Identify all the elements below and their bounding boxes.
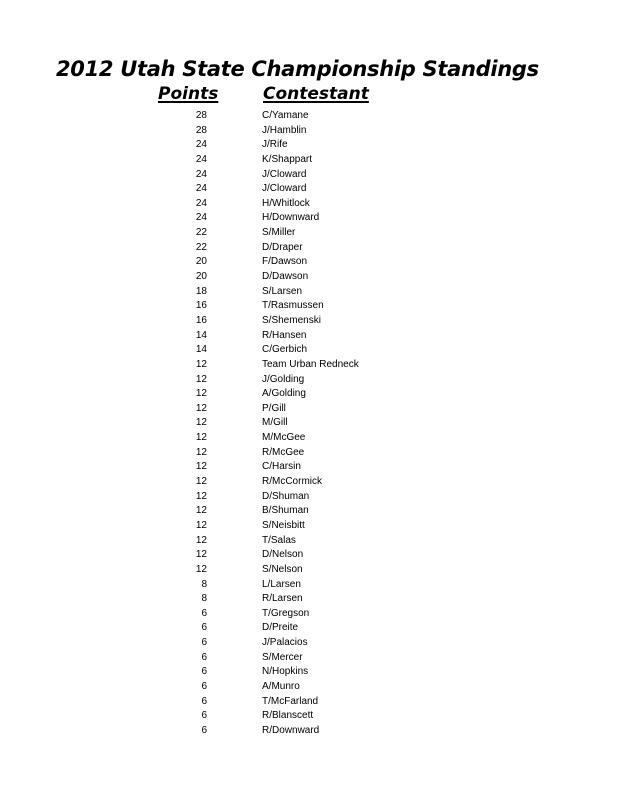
contestant-name: Team Urban Redneck xyxy=(262,358,359,370)
contestant-name: A/Golding xyxy=(262,388,306,400)
contestant-name: K/Shappart xyxy=(262,153,313,165)
points-value: 6 xyxy=(201,695,207,707)
points-value: 6 xyxy=(201,637,207,649)
standings-list xyxy=(0,109,618,739)
standings-row xyxy=(0,138,618,153)
points-value: 8 xyxy=(201,593,207,605)
standings-row xyxy=(0,255,618,270)
points-value: 8 xyxy=(201,578,207,590)
standings-row xyxy=(0,504,618,519)
contestant-name: R/McGee xyxy=(262,446,305,458)
contestant-name: J/Cloward xyxy=(262,183,307,195)
points-value: 28 xyxy=(195,110,207,121)
points-value: 16 xyxy=(195,314,207,326)
contestant-name: S/Miller xyxy=(262,227,296,239)
contestant-name: D/Preite xyxy=(262,622,299,634)
points-value: 12 xyxy=(195,402,207,414)
standings-row xyxy=(0,270,618,285)
standings-row xyxy=(0,285,618,300)
contestant-name: R/Blanscett xyxy=(262,710,314,722)
points-value: 22 xyxy=(195,227,207,239)
points-value: 6 xyxy=(201,724,207,736)
contestant-name: A/Munro xyxy=(262,680,300,692)
standings-row xyxy=(0,475,618,490)
contestant-name: S/Nelson xyxy=(262,563,303,575)
standings-row xyxy=(0,197,618,212)
points-value: 12 xyxy=(195,461,207,473)
standings-row xyxy=(0,373,618,388)
points-value: 6 xyxy=(201,666,207,678)
points-value: 6 xyxy=(201,651,207,663)
points-value: 28 xyxy=(195,124,207,136)
contestant-name: S/Larsen xyxy=(262,285,303,297)
contestant-name: T/Gregson xyxy=(262,607,310,619)
contestant-name: D/Dawson xyxy=(262,271,309,283)
standings-row xyxy=(0,329,618,344)
points-value: 12 xyxy=(195,476,207,488)
contestant-name: T/Rasmussen xyxy=(262,300,324,312)
contestant-name: H/Whitlock xyxy=(262,197,310,209)
contestant-name: T/McFarland xyxy=(262,695,319,707)
contestant-name: D/Draper xyxy=(262,241,303,253)
standings-row xyxy=(0,168,618,183)
standings-row xyxy=(0,607,618,622)
standings-row xyxy=(0,490,618,505)
standings-row xyxy=(0,695,618,710)
points-value: 24 xyxy=(195,139,207,151)
standings-row xyxy=(0,621,618,636)
standings-row xyxy=(0,431,618,446)
points-value: 6 xyxy=(201,680,207,692)
contestant-name: S/Neisbitt xyxy=(262,519,305,531)
standings-row xyxy=(0,446,618,461)
points-value: 12 xyxy=(195,417,207,429)
points-value: 12 xyxy=(195,519,207,531)
page-title: 2012 Utah State Championship Standings xyxy=(56,57,539,81)
standings-row xyxy=(0,124,618,139)
points-value: 20 xyxy=(195,271,207,283)
standings-row xyxy=(0,680,618,695)
standings-row xyxy=(0,241,618,256)
standings-row xyxy=(0,460,618,475)
points-value: 12 xyxy=(195,373,207,385)
points-value: 6 xyxy=(201,622,207,634)
contestant-name: N/Hopkins xyxy=(262,666,309,678)
standings-row xyxy=(0,402,618,417)
contestant-name: C/Harsin xyxy=(262,461,301,473)
points-value: 24 xyxy=(195,197,207,209)
contestant-name: M/McGee xyxy=(262,432,306,444)
standings-row xyxy=(0,592,618,607)
standings-row xyxy=(0,211,618,226)
contestant-name: S/Shemenski xyxy=(262,314,321,326)
standings-row xyxy=(0,343,618,358)
standings-row xyxy=(0,109,618,124)
points-column-header: Points xyxy=(158,84,219,104)
contestant-name: D/Nelson xyxy=(262,549,304,561)
points-value: 12 xyxy=(195,358,207,370)
contestant-name: B/Shuman xyxy=(262,505,309,517)
contestant-name: R/Larsen xyxy=(262,593,303,605)
contestant-name: R/Downward xyxy=(262,724,320,736)
standings-row xyxy=(0,534,618,549)
standings-row xyxy=(0,358,618,373)
standings-row xyxy=(0,578,618,593)
standings-row xyxy=(0,416,618,431)
standings-row xyxy=(0,153,618,168)
points-value: 14 xyxy=(195,329,207,341)
standings-row xyxy=(0,651,618,666)
contestant-name: J/Cloward xyxy=(262,168,307,180)
standings-row xyxy=(0,299,618,314)
standings-row xyxy=(0,709,618,724)
standings-row xyxy=(0,314,618,329)
points-value: 14 xyxy=(195,344,207,356)
contestant-name: H/Downward xyxy=(262,212,320,224)
points-value: 12 xyxy=(195,549,207,561)
contestant-column-header: Contestant xyxy=(263,84,369,104)
points-value: 20 xyxy=(195,256,207,268)
points-value: 12 xyxy=(195,432,207,444)
contestant-name: J/Rife xyxy=(262,139,288,151)
points-value: 6 xyxy=(201,710,207,722)
contestant-name: L/Larsen xyxy=(262,578,301,590)
contestant-name: J/Palacios xyxy=(262,637,308,649)
points-value: 6 xyxy=(201,607,207,619)
contestant-name: J/Golding xyxy=(262,373,305,385)
contestant-name: P/Gill xyxy=(262,402,286,414)
points-value: 12 xyxy=(195,534,207,546)
points-value: 24 xyxy=(195,153,207,165)
points-value: 18 xyxy=(195,285,207,297)
points-value: 12 xyxy=(195,388,207,400)
standings-row xyxy=(0,665,618,680)
contestant-name: R/McCormick xyxy=(262,476,322,488)
contestant-name: M/Gill xyxy=(262,417,288,429)
contestant-name: S/Mercer xyxy=(262,651,303,663)
standings-row xyxy=(0,636,618,651)
standings-row xyxy=(0,563,618,578)
points-value: 16 xyxy=(195,300,207,312)
standings-row xyxy=(0,724,618,739)
contestant-name: T/Salas xyxy=(262,534,296,546)
standings-row xyxy=(0,548,618,563)
standings-row xyxy=(0,387,618,402)
standings-row xyxy=(0,182,618,197)
contestant-name: C/Gerbich xyxy=(262,344,308,356)
points-value: 12 xyxy=(195,446,207,458)
points-value: 24 xyxy=(195,168,207,180)
contestant-name: D/Shuman xyxy=(262,490,310,502)
standings-row xyxy=(0,226,618,241)
standings-row xyxy=(0,519,618,534)
points-value: 12 xyxy=(195,505,207,517)
points-value: 24 xyxy=(195,183,207,195)
points-value: 24 xyxy=(195,212,207,224)
contestant-name: F/Dawson xyxy=(262,256,308,268)
contestant-name: J/Hamblin xyxy=(262,124,307,136)
points-value: 12 xyxy=(195,563,207,575)
points-value: 12 xyxy=(195,490,207,502)
points-value: 22 xyxy=(195,241,207,253)
contestant-name: C/Yamane xyxy=(262,110,309,121)
contestant-name: R/Hansen xyxy=(262,329,307,341)
